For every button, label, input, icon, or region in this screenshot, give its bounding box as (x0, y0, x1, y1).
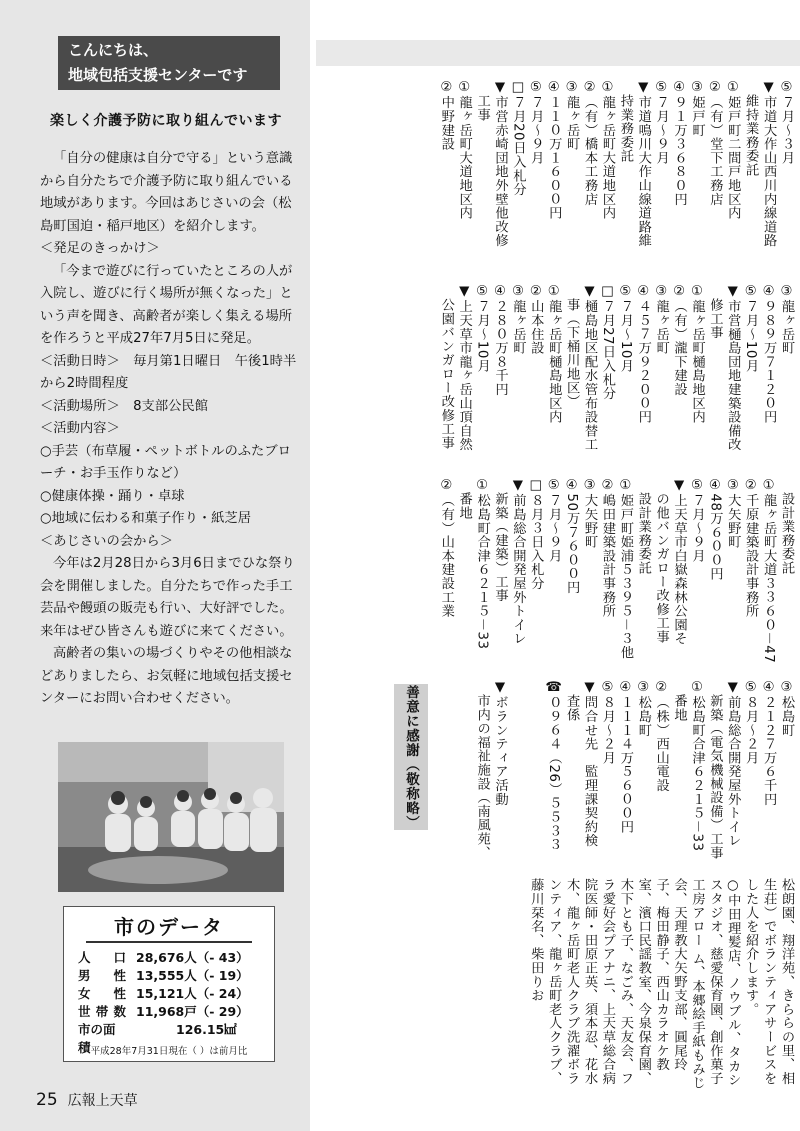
page-number: 25 (36, 1090, 58, 1110)
data-value: 11,968戸（- 29） (136, 1004, 249, 1019)
header-line-2: 地域包括支援センターです (68, 66, 248, 84)
contract-list-block-2: ③龍ヶ岳町 ④９８９万７１２０円 ⑤７月～10月 ▼市営樋島団地建築設備改 修工事 ①龍ヶ岳町樋島地区内 ②（有）瀧下建設 ③龍ヶ岳町 ④４５７万９２００円 ⑤７月～10月 □７月27日入札分 ▼樋島地区配水管布設替工 事（下桶川地区） ①龍ヶ岳町樋島地区内 ②山本住設 ③龍ヶ岳町 ④２８０万８千円 ⑤７月～10月 ▼上天草市龍ヶ岳山頂自然 公園バンガロー改修工事 (438, 284, 794, 452)
data-label: 女性 (78, 986, 126, 1001)
body-paragraph: ＜発足のきっかけ＞ (40, 241, 160, 256)
body-paragraph: ＜活動内容＞ (40, 421, 120, 436)
data-label: 人口 (78, 950, 126, 965)
body-paragraph: 「今まで遊びに行っていたところの人が入院し、遊びに行く場所が無くなった」という声を聞き、高齢者が楽しく集える場所を作ろうと平成27年7月5日に発足。 (40, 263, 293, 346)
city-data-box (63, 906, 275, 1062)
group-photo (58, 742, 284, 892)
body-paragraph: 「自分の健康は自分で守る」という意識から自分たちで介護予防に取り組んでいる地域があります。今回はあじさいの会（松島町国迫・稲戸地区）を紹介します。 (40, 151, 293, 234)
data-note: 平成28年7月31日現在（ ）は前月比 (90, 1046, 248, 1057)
publication-name: 広報上天草 (67, 1093, 138, 1109)
body-paragraph: 高齢者の集いの場づくりやその他相談などありましたら、お気軽に地域包括支援センターにお問い合わせください。 (40, 646, 293, 706)
data-row-male (78, 967, 268, 985)
title-divider (86, 941, 252, 943)
contract-list-block-1: ⑤７月～３月 ▼市道大作山西川内線道路 維持業務委託 ①姫戸町二間戸地区内 ②（有）堂下工務店 ③姫戸町 ④９１万３６８０円 ⑤７月～９月 ▼市道鳴川大作山線道路維 持業務委託 ①龍ヶ岳町大道地区内 ②（有）橋本工務店 ③龍ヶ岳町 ④１１０万１６００円 ⑤７月～９月 □７月20日入札分 ▼市営赤崎団地外壁他改修 工事 ①龍ヶ岳町大道地区内 ②中野建設 (438, 80, 794, 248)
body-paragraph: 今年は2月28日から3月6日までひな祭り会を開催しました。自分たちで作った手工芸品や饅頭の販売も行い、大好評でした。来年はぜひ皆さんも遊びに来てください。 (40, 556, 295, 639)
group-photo-image (58, 742, 284, 892)
thanks-heading: 善意に感謝（敬称略） (394, 684, 428, 830)
left-column (0, 0, 310, 1131)
data-value: 126.15㎢ (176, 1022, 237, 1037)
data-label: 世帯数 (78, 1004, 126, 1019)
city-data-title: 市のデータ (114, 915, 224, 939)
body-paragraph: ○地域に伝わる和菓子作り・紙芝居 (40, 511, 252, 526)
data-row-households (78, 1003, 268, 1021)
data-value: 28,676人（- 43） (136, 950, 249, 965)
page-footer (36, 1090, 138, 1110)
body-paragraph: ＜活動場所＞ 8支部公民館 (40, 398, 209, 414)
article-body (40, 148, 302, 711)
data-label: 市の面積 (78, 1022, 116, 1055)
data-row-population (78, 949, 268, 967)
body-paragraph: ＜あじさいの会から＞ (40, 533, 173, 549)
contract-list-block-3: 設計業務委託 ①龍ヶ岳町大道３３６０－47 ②千原建築設計事務所 ③大矢野町 ④48万６００円 ⑤７月～９月 ▼上天草市白嶽森林公園そ の他バンガロー改修工事 設計業務委託 ①姫戸町姫浦５３９５－３他 ②嶋田建築設計事務所 ③大矢野町 ④50万７６００円 ⑤７月～９月 □８月３日入札分 ▼前島総合開発屋外トイレ 新築（建築）工事 ①松島町合津６２１５－33 番地 ②（有）山本建設工業 (438, 478, 794, 664)
volunteer-list: 松朗園、翔洋苑、きららの里、相生荘）でボランティアサービスをした人を紹介します。 ○中田理髪店、ノウブル、タカシスタジオ、慈愛保育園、創作菓子工房アロー ム、本郷絵手紙もみじ会、天理教大矢野支部、圓尾玲子、梅田静子、西山カラオケ教室、濱口民謡教室、今泉保育園、木下とも子、なごみ、天友会、フラ愛好会プアナニ、上天草総合病院医師・田原正英、須本忍、花水木、龍ヶ岳町老人クラブ洗濯ボランティア、龍ヶ岳町老人クラブ、藤川栞名、柴田りお (528, 878, 794, 1090)
data-value: 15,121人（- 24） (136, 986, 249, 1001)
data-label: 男性 (78, 968, 126, 983)
body-paragraph: ○健康体操・踊り・卓球 (40, 488, 185, 504)
section-header (58, 36, 280, 90)
data-row-female (78, 985, 268, 1003)
body-paragraph: ○手芸（布草履・ペットボトルのふたブローチ・お手玉作りなど） (40, 443, 291, 481)
header-line-1: こんにちは、 (68, 41, 159, 59)
top-band (316, 40, 800, 66)
body-paragraph: ＜活動日時＞ 毎月第1日曜日 午後1時半から2時間程度 (40, 353, 297, 391)
contract-list-block-4: ③松島町 ④２１２７万６千円 ⑤８月～２月 ▼前島総合開発屋外トイレ 新築（電気機械設備）工事 ①松島町合津６２１５－33 番地 ②（株）西山電設 ③松島町 ④１１１４万５６００円 ⑤８月～２月 ▼問合せ先 監理課契約検 査係 ☎０９６４（26）５５３３ ▼ボランティア活動 市内の福祉施設（南風苑、 (474, 680, 794, 860)
article-title: 楽しく介護予防に取り組んでいます (50, 113, 282, 129)
data-value: 13,555人（- 19） (136, 968, 249, 983)
